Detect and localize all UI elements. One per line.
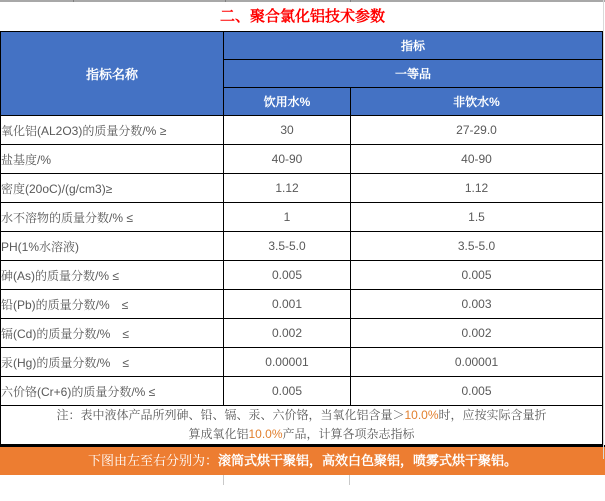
row-name: 氧化铝(AL2O3)的质量分数/% ≥: [1, 116, 224, 145]
footer-banner: [0, 445, 605, 475]
row-value-nondrinking: 0.005: [351, 261, 603, 290]
grid-tick: [350, 0, 351, 2]
note-highlight-value: 10.0%: [248, 427, 283, 441]
note-highlight-value: 10.0%: [404, 408, 439, 422]
row-value-drinking: 30: [224, 116, 351, 145]
page-title: 二、聚合氯化铝技术参数: [219, 8, 385, 25]
row-value-drinking: 0.00001: [224, 348, 351, 377]
spec-table: [0, 31, 603, 445]
grid-vline: [349, 475, 350, 485]
row-name: 镉(Cd)的质量分数/% ≤: [1, 319, 224, 348]
row-name: 水不溶物的质量分数/% ≤: [1, 203, 224, 232]
row-value-nondrinking: 27-29.0: [351, 116, 603, 145]
grid-vline: [223, 475, 224, 485]
table-row: [1, 348, 603, 377]
table-row: [1, 377, 603, 406]
note-line-2: [1, 425, 602, 444]
header-grade: 一等品: [224, 60, 603, 88]
row-value-drinking: 0.002: [224, 319, 351, 348]
row-name: PH(1%水溶液): [1, 232, 224, 261]
table-row: [1, 232, 603, 261]
row-value-nondrinking: 1.5: [351, 203, 603, 232]
row-value-nondrinking: 0.003: [351, 290, 603, 319]
row-name: 密度(20oC)/(g/cm3)≥: [1, 174, 224, 203]
table-row: [1, 290, 603, 319]
grid-tick: [73, 0, 74, 2]
footer-banner-prefix: 下图由左至右分别为：: [87, 453, 218, 468]
note-text: 时，应按实际含量折: [438, 408, 547, 422]
note-text: 注：表中液体产品所列砷、铅、镉、汞、六价铬，当氧化铝含量＞: [56, 408, 405, 422]
table-row: [1, 116, 603, 145]
row-value-nondrinking: 1.12: [351, 174, 603, 203]
row-value-nondrinking: 40-90: [351, 145, 603, 174]
bottom-strip: [0, 475, 605, 485]
row-value-nondrinking: 0.005: [351, 377, 603, 406]
header-drinking-water: 饮用水%: [224, 88, 351, 116]
table-row: [1, 261, 603, 290]
row-value-drinking: 3.5-5.0: [224, 232, 351, 261]
row-value-drinking: 1: [224, 203, 351, 232]
row-value-drinking: 0.001: [224, 290, 351, 319]
spec-table-body: [1, 116, 603, 445]
note-row: [1, 406, 603, 445]
note-cell: [1, 406, 603, 445]
row-value-nondrinking: 0.002: [351, 319, 603, 348]
note-text: 算成氧化铝: [188, 427, 249, 441]
header-non-drinking-water: 非饮水%: [351, 88, 603, 116]
row-value-nondrinking: 3.5-5.0: [351, 232, 603, 261]
row-name: 汞(Hg)的质量分数/% ≤: [1, 348, 224, 377]
row-value-nondrinking: 0.00001: [351, 348, 603, 377]
table-row: [1, 145, 603, 174]
row-name: 六价铬(Cr+6)的质量分数/% ≤: [1, 377, 224, 406]
row-value-drinking: 0.005: [224, 261, 351, 290]
row-name: 盐基度/%: [1, 145, 224, 174]
top-gridline: [0, 0, 605, 2]
row-name: 铅(Pb)的质量分数/% ≤: [1, 290, 224, 319]
row-value-drinking: 40-90: [224, 145, 351, 174]
footer-banner-content: 滚筒式烘干聚铝，高效白色聚铝，喷雾式烘干聚铝。: [218, 453, 518, 468]
row-name: 砷(As)的质量分数/% ≤: [1, 261, 224, 290]
row-value-drinking: 0.005: [224, 377, 351, 406]
grid-tick: [225, 0, 226, 2]
note-text: 产品，计算各项杂志指标: [282, 427, 415, 441]
header-indicator-group: 指标: [224, 32, 603, 60]
table-row: [1, 319, 603, 348]
right-gridline: [603, 0, 604, 459]
row-value-drinking: 1.12: [224, 174, 351, 203]
table-row: [1, 203, 603, 232]
table-row: [1, 174, 603, 203]
note-line-1: [1, 406, 602, 425]
header-indicator-name: 指标名称: [1, 32, 224, 116]
spec-table-header: [1, 32, 603, 116]
